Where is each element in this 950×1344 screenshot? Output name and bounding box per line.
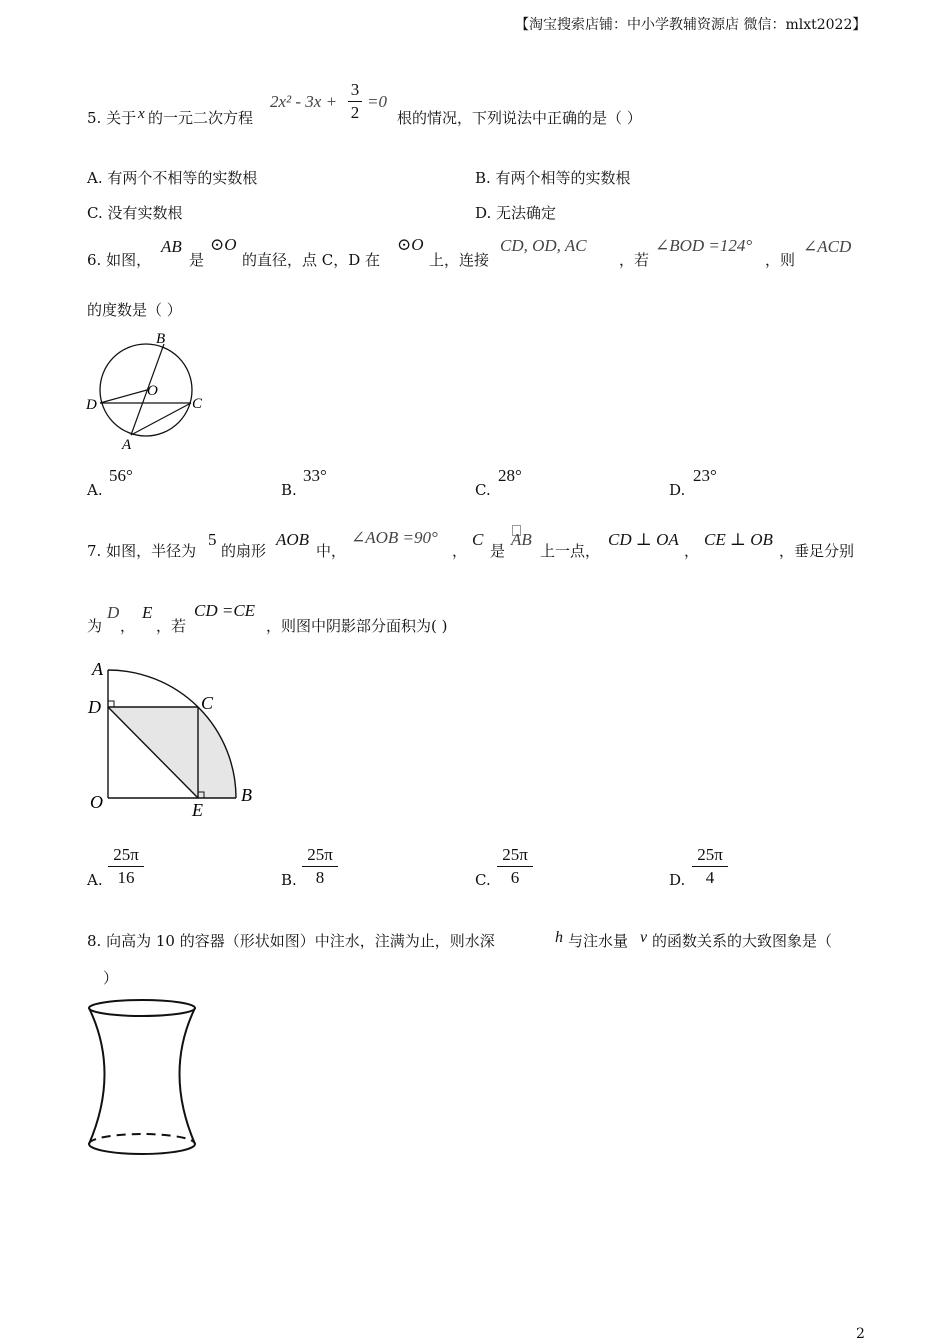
q7-perp-cd-oa: CD ⊥ OA	[608, 530, 679, 549]
q7-line2-1: 为	[87, 617, 103, 635]
q7-text-7: ，	[684, 542, 700, 560]
q5-option-c: C. 没有实数根	[87, 204, 183, 222]
q5-frac-num: 3	[350, 80, 360, 99]
q7-e: E	[142, 603, 153, 622]
q7-text-2: 的扇形	[221, 542, 267, 560]
q7-shade-segment	[198, 707, 236, 798]
q6-option-a-letter: A.	[87, 481, 103, 499]
q6-text-6: ，则	[765, 251, 796, 269]
q7-label-e: E	[192, 800, 203, 820]
q7-aob: AOB	[276, 530, 310, 549]
q5-option-a: A. 有两个不相等的实数根	[87, 169, 258, 187]
q7-text-6: 上一点，	[540, 542, 601, 560]
q6-option-b-letter: B.	[281, 481, 297, 499]
q6-text-3: 的直径，点 C，D 在	[242, 251, 381, 269]
q7-text-8: ，垂足分别	[779, 542, 855, 560]
q7-option-c-letter: C.	[475, 871, 491, 889]
q5-frac-den: 2	[350, 103, 360, 122]
page-number: 2	[856, 1326, 865, 1342]
q7-option-b-den: 8	[315, 868, 325, 887]
q7-radius: 5	[208, 530, 217, 549]
q8-left-wall	[89, 1008, 105, 1144]
q6-label-a: A	[122, 437, 132, 453]
q7-option-d-den: 4	[705, 868, 715, 887]
q8-bottom-back	[89, 1134, 195, 1144]
q5-eq-left: 2x² - 3x +	[270, 92, 338, 111]
q7-c: C	[472, 530, 484, 549]
q7-text-5: 是	[490, 542, 506, 560]
q5-prefix: 5. 关于	[87, 109, 137, 127]
q6-label-c: C	[192, 396, 203, 412]
q8-bottom-front	[89, 1144, 195, 1154]
q7-option-b-num: 25π	[307, 845, 333, 864]
q7-label-a: A	[92, 659, 103, 679]
q7-label-c: C	[201, 693, 214, 713]
q7-sector-figure	[80, 655, 270, 825]
q7-line2-3: ，若	[156, 617, 187, 635]
q6-option-a-value: 56°	[109, 466, 133, 485]
q6-angle-bod: ∠BOD =124°	[655, 236, 753, 255]
q6-label-d: D	[86, 397, 97, 413]
q7-text-4: ，	[452, 542, 468, 560]
q6-segments: CD, OD, AC	[500, 236, 587, 255]
q7-perp-ce-ob: CE ⊥ OB	[704, 530, 773, 549]
q8-line-2: ）	[103, 969, 119, 987]
q8-text-3: 的函数关系的大致图象是（	[652, 932, 833, 950]
q5-option-d: D. 无法确定	[475, 204, 557, 222]
q5-option-b: B. 有两个相等的实数根	[475, 169, 631, 187]
q6-text-4: 上，连接	[429, 251, 490, 269]
q6-circle-o: ⊙O	[210, 235, 237, 254]
q7-line2-2: ，	[120, 617, 136, 635]
q6-option-b-value: 33°	[303, 466, 327, 485]
q6-segment-od	[100, 390, 147, 403]
q5-mid: 的一元二次方程	[148, 109, 254, 127]
q6-ab: AB	[161, 237, 182, 256]
q7-right-angle-d	[108, 701, 114, 707]
q6-circle-figure	[80, 325, 230, 455]
q7-arc-ab: AB	[511, 530, 532, 549]
q8-v: v	[640, 929, 648, 946]
q7-option-d-fraction	[692, 845, 728, 888]
q5-eq-right: =0	[367, 92, 387, 111]
q7-text-3: 中，	[316, 542, 347, 560]
q7-option-b-letter: B.	[281, 871, 297, 889]
q6-text-1: 6. 如图，	[87, 251, 152, 269]
q7-label-o: O	[90, 792, 103, 812]
q8-container-figure	[80, 992, 210, 1162]
q6-option-d-value: 23°	[693, 466, 717, 485]
q6-label-b: B	[156, 331, 166, 347]
q6-option-d-letter: D.	[669, 481, 686, 499]
q8-h: h	[555, 929, 563, 946]
q6-label-o: O	[147, 383, 158, 399]
q8-text-2: 与注水量	[568, 932, 629, 950]
q8-right-wall	[180, 1008, 196, 1144]
q8-text-1: 8. 向高为 10 的容器（形状如图）中注水，注满为止，则水深	[87, 932, 495, 950]
q5-suffix: 根的情况，下列说法中正确的是（ ）	[397, 109, 642, 127]
q7-angle-aob: ∠AOB =90°	[351, 528, 438, 547]
q7-line2-4: ，则图中阴影部分面积为( )	[266, 617, 448, 635]
q6-text-5: ，若	[619, 251, 650, 269]
q7-label-b: B	[241, 785, 252, 805]
q7-option-b-fraction	[302, 845, 338, 888]
q7-text-1: 7. 如图，半径为	[87, 542, 197, 560]
q7-option-a-num: 25π	[113, 845, 139, 864]
q7-d: D	[107, 603, 120, 622]
q5-var-x: x	[138, 106, 145, 122]
q6-text-2: 是	[189, 251, 205, 269]
q6-option-c-letter: C.	[475, 481, 491, 499]
q5-fraction	[348, 80, 362, 123]
q6-line-2: 的度数是（ ）	[87, 301, 182, 319]
q7-option-c-den: 6	[510, 868, 520, 887]
header-shop-text: 【淘宝搜索店铺：中小学教辅资源店 微信：mlxt2022】	[515, 17, 867, 33]
q7-option-a-den: 16	[117, 868, 135, 887]
q6-angle-acd: ∠ACD	[803, 237, 852, 256]
q7-label-d: D	[88, 697, 101, 717]
q7-option-c-fraction	[497, 845, 533, 888]
q7-option-c-num: 25π	[502, 845, 528, 864]
q7-eq-cd-ce: CD =CE	[194, 601, 256, 620]
q6-circle-o-2: ⊙O	[397, 235, 424, 254]
q7-option-d-letter: D.	[669, 871, 686, 889]
q7-option-a-letter: A.	[87, 871, 103, 889]
q7-option-d-num: 25π	[697, 845, 723, 864]
q8-top-rim	[89, 1000, 195, 1016]
q7-option-a-fraction	[108, 845, 144, 888]
q6-option-c-value: 28°	[498, 466, 522, 485]
